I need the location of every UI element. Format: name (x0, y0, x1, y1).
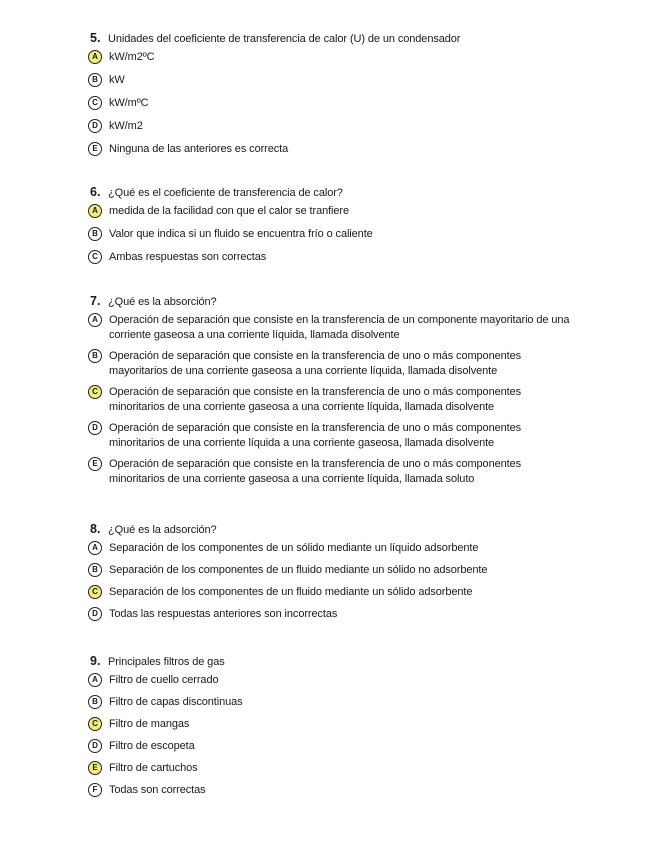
option-bubble-a[interactable]: A (88, 541, 102, 555)
option-bubble-a[interactable]: A (88, 204, 102, 218)
option-text: kW/m2ºC (109, 51, 155, 63)
option-text: Operación de separación que consiste en la transferencia de uno o más componentes minoritarios de una corriente gaseosa a una corriente líquida, llamada soluto (109, 458, 521, 485)
option-c[interactable] (88, 717, 588, 732)
option-a[interactable] (88, 541, 588, 556)
option-bubble-a[interactable]: A (88, 673, 102, 687)
option-text: Separación de los componentes de un sólido mediante un líquido adsorbente (109, 542, 479, 554)
option-c[interactable] (88, 585, 588, 600)
question-header (88, 654, 588, 672)
question-number: 9. (90, 654, 101, 668)
option-text: kW/m2 (109, 120, 143, 132)
option-bubble-d[interactable]: D (88, 607, 102, 621)
question-header (88, 522, 588, 540)
option-bubble-b[interactable]: B (88, 563, 102, 577)
question-text: ¿Qué es el coeficiente de transferencia de calor? (108, 187, 343, 199)
option-bubble-e[interactable]: E (88, 761, 102, 775)
option-bubble-c[interactable]: C (88, 250, 102, 264)
question-text: Unidades del coeficiente de transferencia de calor (U) de un condensador (108, 33, 461, 45)
option-bubble-c[interactable]: C (88, 385, 102, 399)
question-number: 5. (90, 31, 101, 45)
option-bubble-e[interactable]: E (88, 142, 102, 156)
option-bubble-d[interactable]: D (88, 421, 102, 435)
option-b[interactable] (88, 227, 588, 242)
question-header (88, 185, 588, 203)
option-b[interactable] (88, 563, 588, 578)
option-bubble-d[interactable]: D (88, 119, 102, 133)
question-number: 8. (90, 522, 101, 536)
question-text: ¿Qué es la absorción? (108, 296, 217, 308)
option-bubble-f[interactable]: F (88, 783, 102, 797)
option-b[interactable] (88, 695, 588, 710)
question-number: 6. (90, 185, 101, 199)
option-text: medida de la facilidad con que el calor se tranfiere (109, 205, 350, 217)
option-text: kW (109, 74, 125, 86)
option-c[interactable] (88, 250, 588, 265)
option-bubble-c[interactable]: C (88, 585, 102, 599)
option-bubble-d[interactable]: D (88, 739, 102, 753)
question-8 (88, 522, 588, 629)
option-f[interactable] (88, 783, 588, 798)
option-bubble-c[interactable]: C (88, 717, 102, 731)
option-c[interactable] (88, 96, 588, 111)
option-text: Operación de separación que consiste en la transferencia de un componente mayoritario de una corriente gaseosa a una corriente líquida, llamada disolvente (109, 314, 570, 341)
option-d[interactable] (88, 119, 588, 134)
option-b[interactable] (88, 349, 588, 379)
option-e[interactable] (88, 142, 588, 157)
option-bubble-b[interactable]: B (88, 349, 102, 363)
option-a[interactable] (88, 673, 588, 688)
question-7 (88, 294, 588, 493)
option-bubble-b[interactable]: B (88, 695, 102, 709)
option-bubble-a[interactable]: A (88, 313, 102, 327)
option-text: Filtro de cuello cerrado (109, 674, 219, 686)
option-text: Separación de los componentes de un fluido mediante un sólido adsorbente (109, 586, 473, 598)
option-d[interactable] (88, 607, 588, 622)
option-e[interactable] (88, 761, 588, 776)
question-5 (88, 31, 588, 165)
option-bubble-e[interactable]: E (88, 457, 102, 471)
option-text: Filtro de capas discontinuas (109, 696, 243, 708)
option-text: Operación de separación que consiste en la transferencia de uno o más componentes minoritarios de una corriente líquida a una corriente gaseosa, llamada disolvente (109, 422, 521, 449)
question-number: 7. (90, 294, 101, 308)
option-text: Operación de separación que consiste en la transferencia de uno o más componentes minoritarios de una corriente gaseosa a una corriente líquida, llamada disolvente (109, 386, 521, 413)
option-text: Todas las respuestas anteriores son incorrectas (109, 608, 338, 620)
option-d[interactable] (88, 421, 588, 451)
option-bubble-b[interactable]: B (88, 227, 102, 241)
option-text: Filtro de escopeta (109, 740, 195, 752)
question-text: Principales filtros de gas (108, 656, 225, 668)
option-text: Valor que indica si un fluido se encuentra frío o caliente (109, 228, 373, 240)
option-text: Filtro de cartuchos (109, 762, 198, 774)
option-text: Filtro de mangas (109, 718, 190, 730)
option-a[interactable] (88, 313, 588, 343)
option-text: Separación de los componentes de un fluido mediante un sólido no adsorbente (109, 564, 488, 576)
option-text: kW/mºC (109, 97, 149, 109)
option-text: Ambas respuestas son correctas (109, 251, 267, 263)
option-text: Operación de separación que consiste en la transferencia de uno o más componentes mayoritarios de una corriente gaseosa a una corriente líquida, llamada disolvente (109, 350, 521, 377)
option-a[interactable] (88, 204, 588, 219)
option-text: Ninguna de las anteriores es correcta (109, 143, 289, 155)
option-text: Todas son correctas (109, 784, 206, 796)
question-header (88, 31, 588, 49)
option-b[interactable] (88, 73, 588, 88)
question-9 (88, 654, 588, 805)
option-e[interactable] (88, 457, 588, 487)
option-bubble-c[interactable]: C (88, 96, 102, 110)
option-d[interactable] (88, 739, 588, 754)
question-6 (88, 185, 588, 273)
option-bubble-b[interactable]: B (88, 73, 102, 87)
option-bubble-a[interactable]: A (88, 50, 102, 64)
question-text: ¿Qué es la adsorción? (108, 524, 217, 536)
question-header (88, 294, 588, 312)
option-c[interactable] (88, 385, 588, 415)
option-a[interactable] (88, 50, 588, 65)
